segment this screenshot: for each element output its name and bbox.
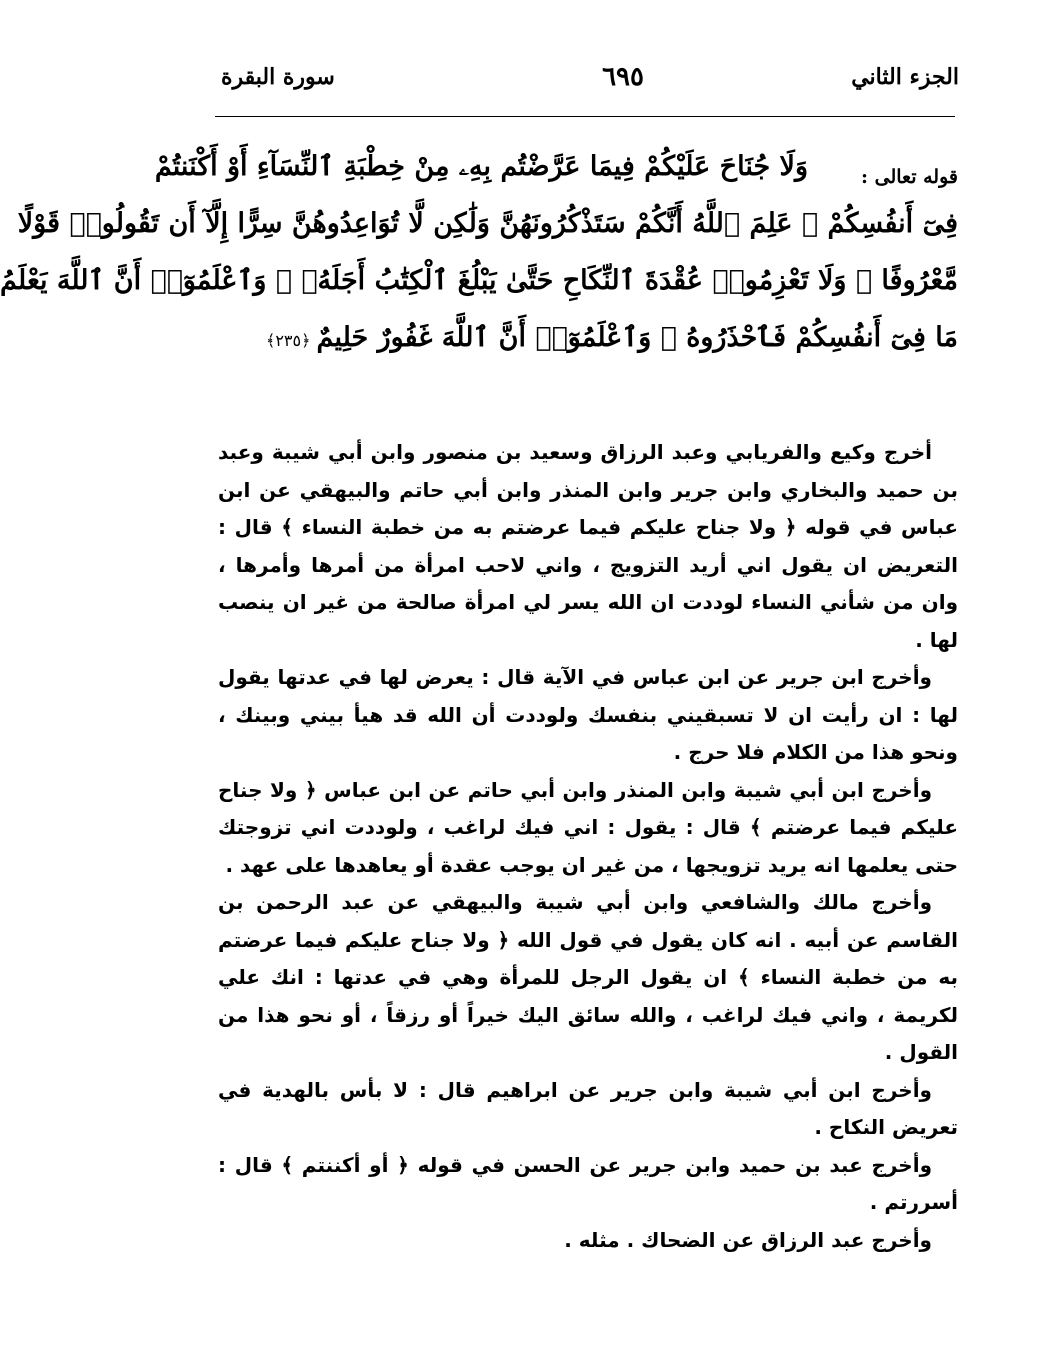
commentary-paragraph: أخرج وكيع والفريابي وعبد الرزاق وسعيد بن منصور وابن أبي شيبة وعبد بن حميد والبخاري وابن جرير وابن المنذر وابن أبي حاتم والبيهقي عن ابن عباس في قوله ﴿ ولا جناح عليكم فيما عرضتم به من خطبة النساء ﴾ قال : التعريض ان يقول اني أريد التزويج ، واني لاحب امرأة من أمرها وأمرها ، وان من شأني النساء لوددت ان الله يسر لي امرأة صالحة من غير ان ينصب لها . (218, 440, 958, 652)
verse-line: مَّعْرُوفًا ۚ وَلَا تَعْزِمُوا۟ عُقْدَةَ ٱلنِّكَاحِ حَتَّىٰ يَبْلُغَ ٱلْكِتَٰبُ أَجَلَهُۥ ۚ وَٱعْلَمُوٓا۟ أَنَّ ٱللَّهَ يَعْلَمُ (0, 265, 958, 296)
ayah-number-marker: ﴿٢٣٥﴾ (265, 331, 311, 350)
commentary-paragraph: وأخرج ابن أبي شيبة وابن جرير عن ابراهيم قال : لا بأس بالهدية في تعريض النكاح . (218, 1077, 958, 1139)
commentary-paragraph: وأخرج ابن جرير عن ابن عباس في الآية قال : يعرض لها في عدتها يقول لها : ان رأيت ان لا تسبقيني بنفسك ولوددت أن الله قد هيأ بيني وبينك ، ونحو هذا من الكلام فلا حرج . (218, 665, 958, 764)
commentary-paragraph: وأخرج ابن أبي شيبة وابن المنذر وابن أبي حاتم عن ابن عباس ﴿ ولا جناح عليكم فيما عرضتم ﴾ قال : يقول : اني فيك لراغب ، ولوددت اني تزوجتك حتى يعلمها انه يريد تزويجها ، من غير ان يوجب عقدة أو يعاهدها على عهد . (218, 777, 958, 877)
commentary-paragraph: وأخرج عبد بن حميد وابن جرير عن الحسن في قوله ﴿ أو أكننتم ﴾ قال : أسررتم . (218, 1152, 958, 1214)
header-divider (215, 116, 955, 117)
ayah-number: ٢٣٥ (275, 331, 302, 350)
commentary-body (218, 434, 958, 1259)
volume-label: الجزء الثاني (851, 64, 959, 90)
verse-line: فِىٓ أَنفُسِكُمْ ۚ عَلِمَ ٱللَّهُ أَنَّكُمْ سَتَذْكُرُونَهُنَّ وَلَٰكِن لَّا تُوَاعِدُوهُنَّ سِرًّا إِلَّآ أَن تَقُولُوا۟ قَوْلًا (17, 208, 958, 239)
verse-line-text: مَا فِىٓ أَنفُسِكُمْ فَٱحْذَرُوهُ ۚ وَٱعْلَمُوٓا۟ أَنَّ ٱللَّهَ غَفُورٌ حَلِيمٌ (316, 322, 958, 353)
quran-verse-section (0, 138, 958, 369)
surah-name: سورة البقرة (221, 64, 335, 90)
verse-intro-label: قوله تعالى : (861, 166, 958, 188)
verse-line-last (218, 309, 958, 369)
commentary-paragraph: وأخرج مالك والشافعي وابن أبي شيبة والبيهقي عن عبد الرحمن بن القاسم عن أبيه . انه كان يقول في قول الله ﴿ ولا جناح عليكم فيما عرضتم به من خطبة النساء ﴾ ان يقول الرجل للمرأة وهي في عدتها : انك علي لكريمة ، واني فيك لراغب ، والله سائق اليك خيراً أو رزقاً ، أو نحو هذا من القول . (218, 890, 958, 1064)
page-number: ٦٩٥ (602, 62, 644, 92)
commentary-paragraph: وأخرج عبد الرزاق عن الضحاك . مثله . (564, 1227, 932, 1252)
page-header (221, 62, 959, 110)
quran-verse (0, 138, 958, 369)
verse-line: وَلَا جُنَاحَ عَلَيْكُمْ فِيمَا عَرَّضْتُم بِهِۦ مِنْ خِطْبَةِ ٱلنِّسَآءِ أَوْ أَكْنَنتُمْ (154, 151, 808, 182)
